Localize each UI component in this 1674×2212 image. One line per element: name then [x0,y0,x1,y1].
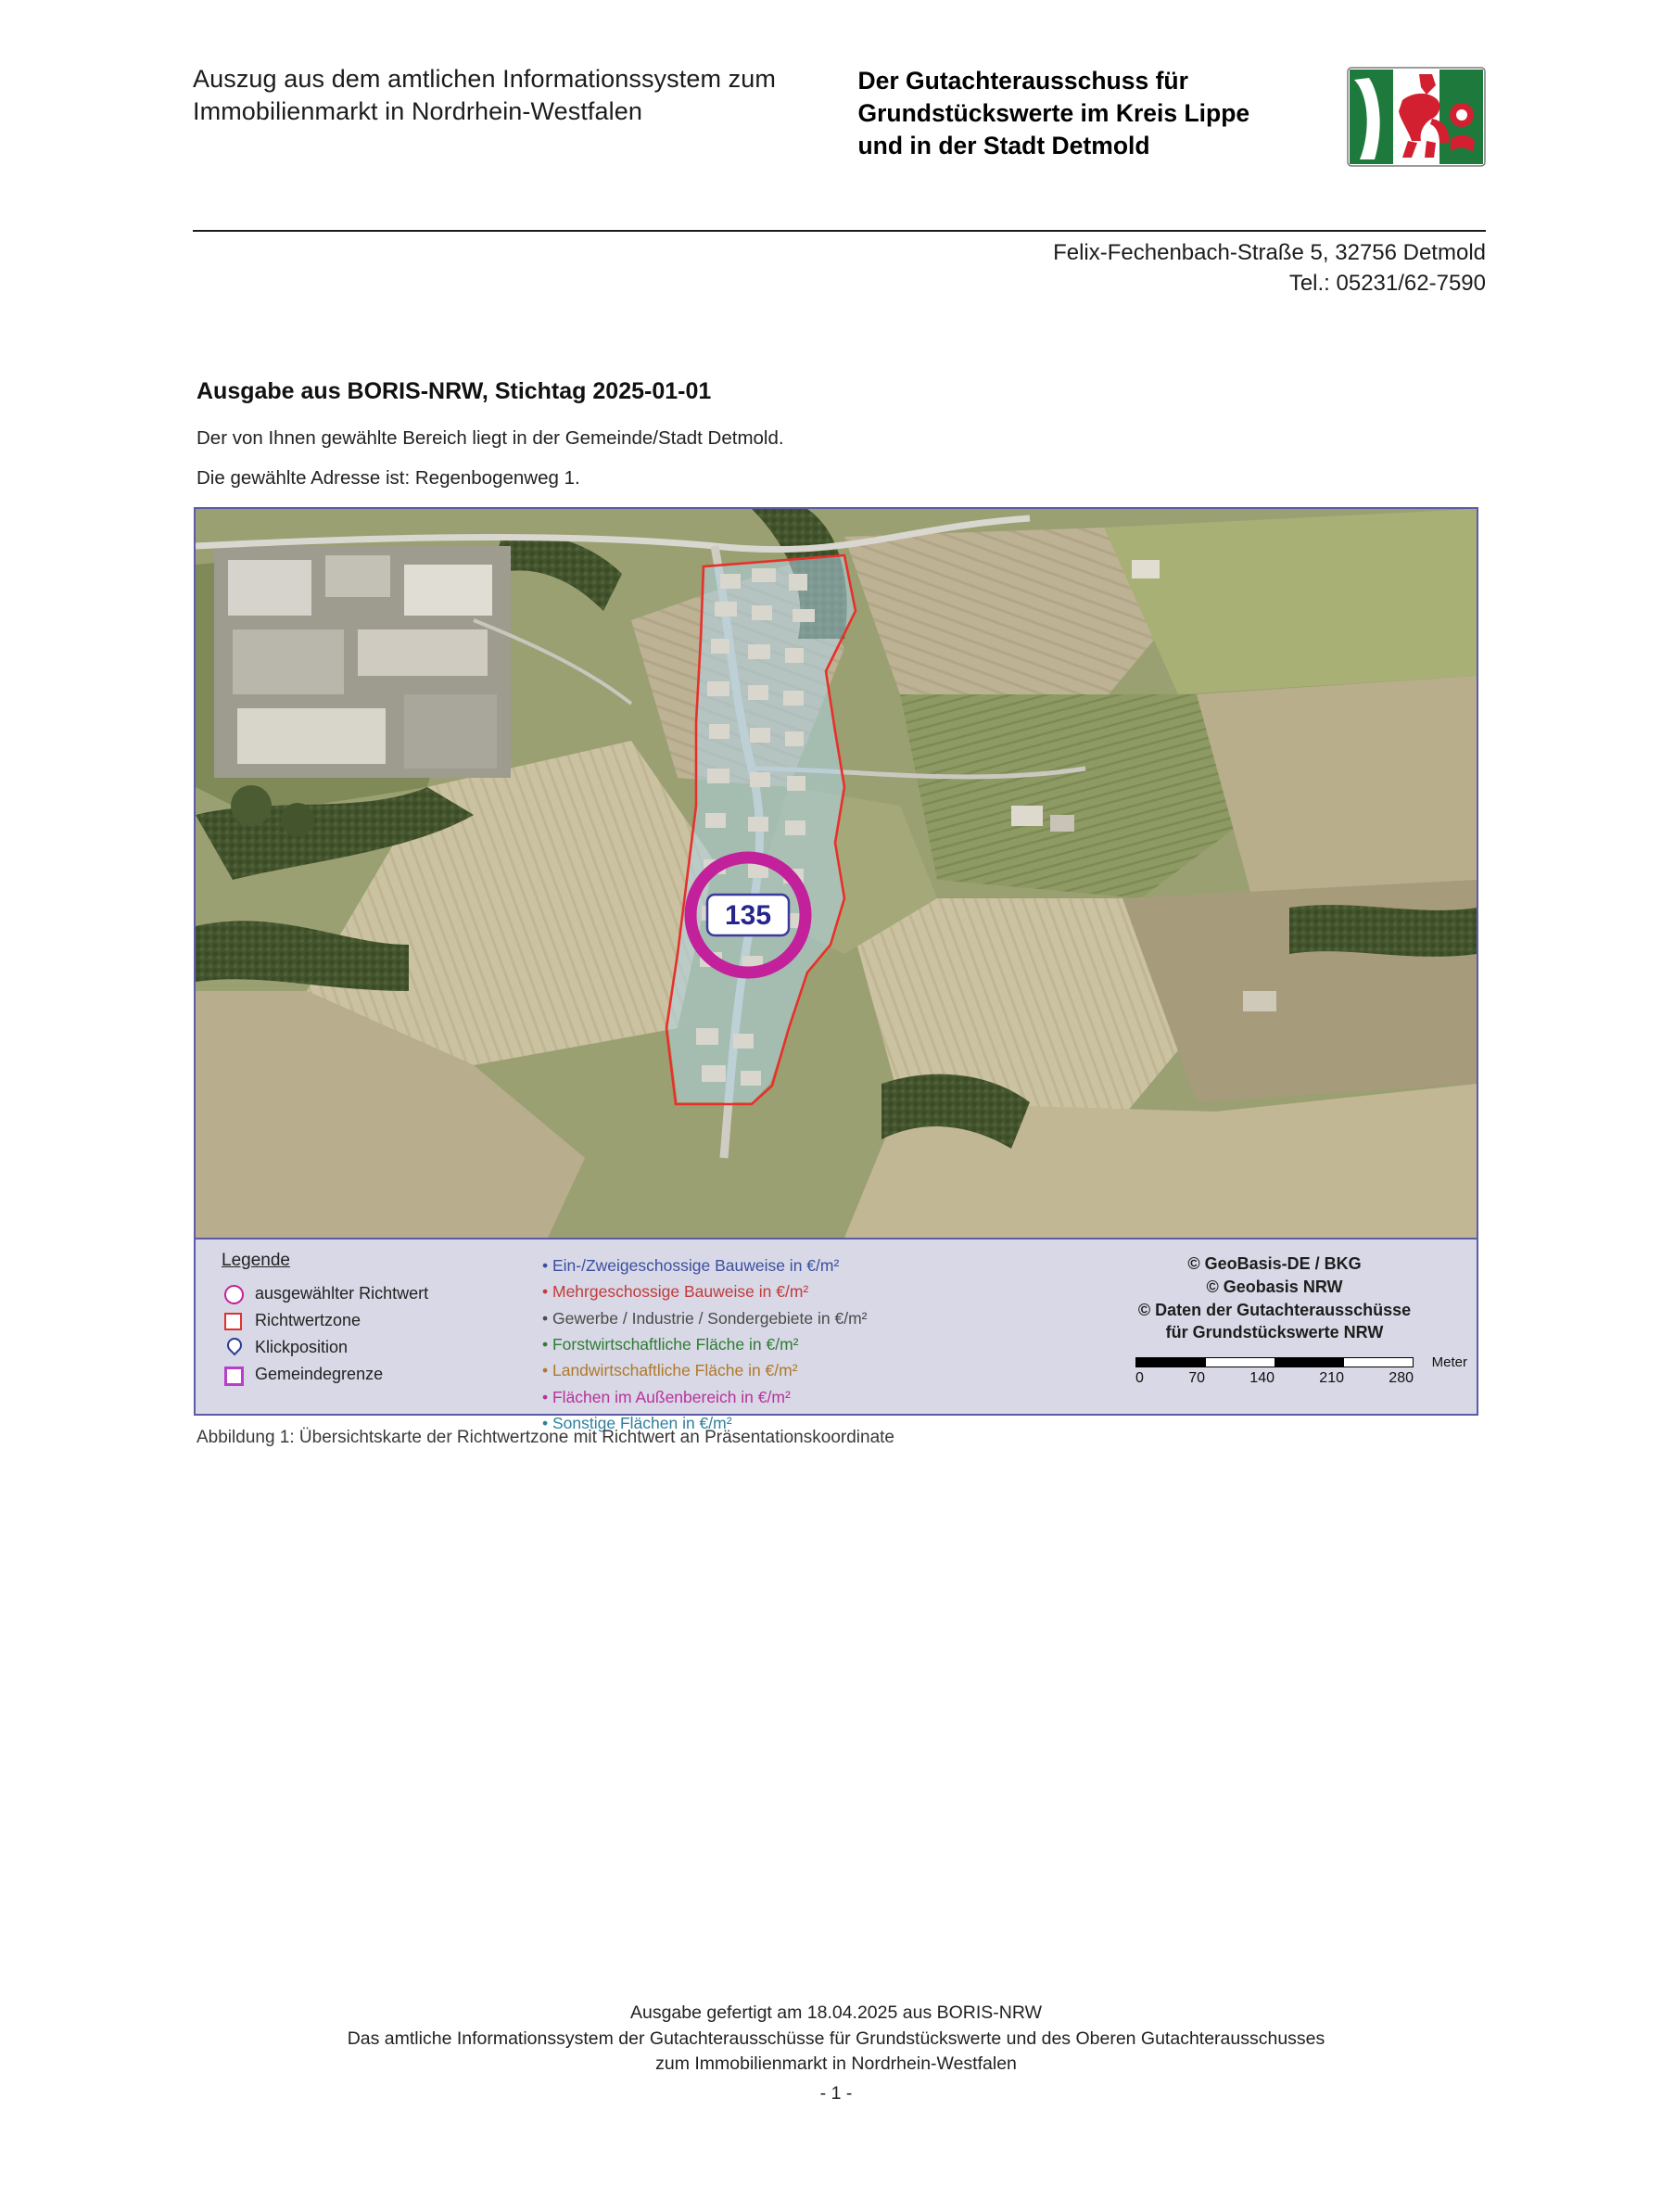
svg-text:135: 135 [724,900,772,931]
header-divider [193,230,1486,232]
figure-caption: Abbildung 1: Übersichtskarte der Richtwertzone mit Richtwert an Präsentationskoordinate [197,1428,894,1447]
page-number: - 1 - [819,2083,853,2104]
legend-category: • Gewerbe / Industrie / Sondergebiete in €/m² [542,1308,868,1328]
legend-title: Legende [222,1251,290,1270]
footer-line-2: Das amtliche Informationssystem der Gutachterausschüsse für Grundstückswerte und des Oberen Gutachterausschusses [347,2028,1325,2049]
legend-category: • Sonstige Flächen in €/m² [542,1414,732,1433]
nrw-coat-of-arms-icon [1347,67,1486,167]
scale-tick-labels [1135,1370,1414,1387]
map-legend [194,1239,1478,1433]
legend-category: • Flächen im Außenbereich in €/m² [542,1387,791,1406]
header-left-title: Auszug aus dem amtlichen Informationssystem zum Immobilienmarkt in Nordrhein-Westfalen [193,65,776,126]
legend-item-selected-richtwert [222,1280,529,1307]
credit-line: für Grundstückswerte NRW [1165,1323,1384,1342]
intro-line-municipality: Der von Ihnen gewählte Bereich liegt in der Gemeinde/Stadt Detmold. [197,427,784,449]
footer-line-3: zum Immobilienmarkt in Nordrhein-Westfalen [655,2053,1017,2075]
square-outline-icon [222,1311,246,1331]
legend-item-gemeindegrenze [222,1361,529,1388]
scale-tick: 0 [1135,1370,1144,1387]
legend-item-richtwertzone [222,1307,529,1334]
legend-label: ausgewählter Richtwert [255,1284,429,1303]
intro-line-address: Die gewählte Adresse ist: Regenbogenweg 1. [197,467,580,489]
legend-category: • Landwirtschaftliche Fläche in €/m² [542,1361,798,1380]
header-authority-title: Der Gutachterausschuss für Grundstückswerte im Kreis Lippe und in der Stadt Detmold [857,67,1250,159]
credit-line: © GeoBasis-DE / BKG [1187,1254,1362,1273]
document-header [193,63,1486,167]
legend-label: Klickposition [255,1338,349,1356]
map-aerial-image [196,509,1477,1238]
credit-line: © Geobasis NRW [1206,1277,1343,1296]
legend-credits-and-scale [1085,1239,1477,1414]
map-scale-bar [1135,1354,1467,1387]
scale-tick: 280 [1389,1370,1414,1387]
scale-unit-label: Meter [1431,1354,1467,1371]
circle-outline-icon [222,1284,246,1304]
header-contact [193,237,1486,299]
scale-tick: 140 [1249,1370,1275,1387]
legend-symbols [196,1239,529,1414]
legend-category: • Ein-/Zweigeschossige Bauweise in €/m² [542,1256,840,1275]
scale-tick: 210 [1319,1370,1344,1387]
legend-category: • Forstwirtschaftliche Fläche in €/m² [542,1335,799,1354]
square-outline-purple-icon [222,1365,246,1385]
legend-categories [529,1239,1085,1433]
legend-label: Gemeindegrenze [255,1365,384,1383]
footer-line-1: Ausgabe gefertigt am 18.04.2025 aus BORIS-NRW [629,2002,1043,2023]
legend-item-klickposition [222,1334,529,1361]
header-phone: Tel.: 05231/62-7590 [1288,271,1486,297]
scale-tick: 70 [1188,1370,1205,1387]
scale-bar-graphic [1135,1357,1414,1367]
legend-category: • Mehrgeschossige Bauweise in €/m² [542,1282,809,1302]
map-pin-icon [222,1338,246,1358]
credit-line: © Daten der Gutachterausschüsse [1137,1300,1412,1319]
header-address: Felix-Fechenbach-Straße 5, 32756 Detmold [1053,240,1486,265]
page-title: Ausgabe aus BORIS-NRW, Stichtag 2025-01-01 [197,378,712,404]
overview-map[interactable] [194,507,1478,1239]
legend-label: Richtwertzone [255,1311,361,1329]
document-footer [194,2001,1478,2107]
